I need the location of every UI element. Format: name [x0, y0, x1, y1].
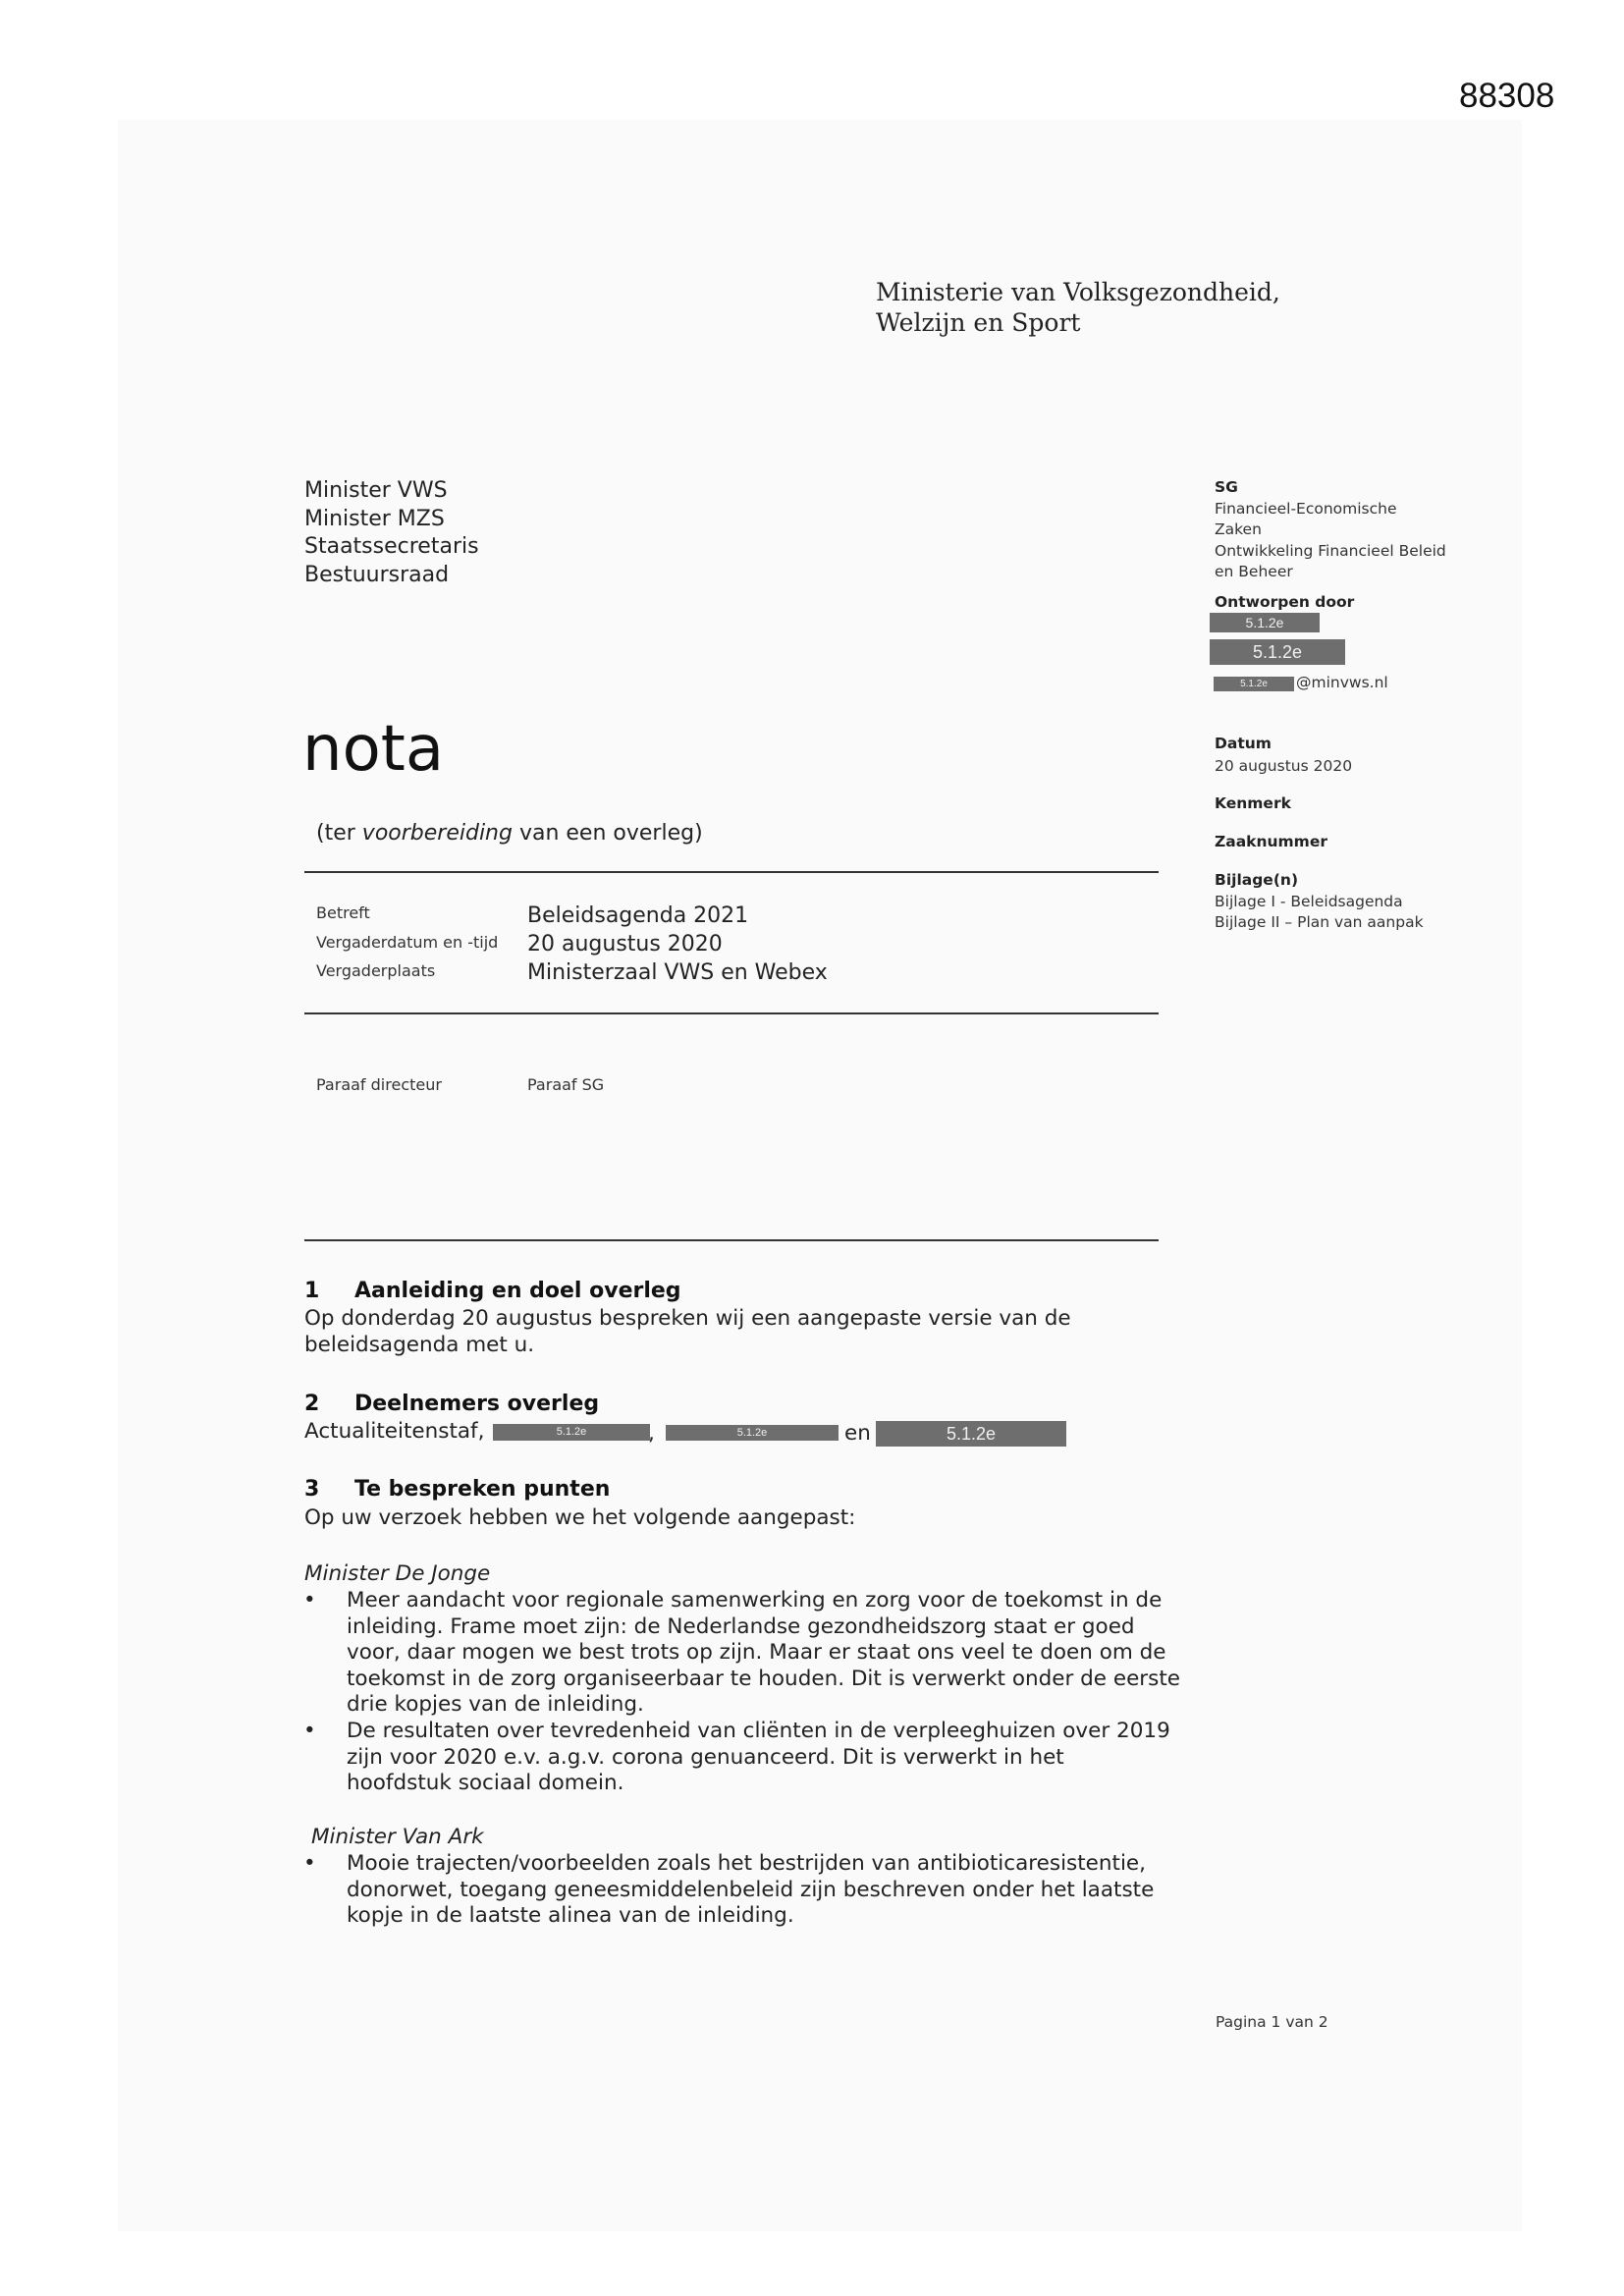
org-line: Zaken — [1215, 520, 1262, 538]
deelnemers-prefix: Actualiteitenstaf, — [304, 1419, 485, 1444]
section-3-intro: Op uw verzoek hebben we het volgende aangepast: — [304, 1505, 856, 1530]
subtitle-part: van een overleg) — [512, 821, 703, 846]
bijlage-block — [1215, 870, 1424, 934]
org-title: SG — [1215, 478, 1238, 496]
redacted-block: 5.1.2e — [876, 1421, 1066, 1447]
divider — [304, 1012, 1159, 1014]
bullet-line: donorwet, toegang geneesmiddelenbeleid zijn beschreven onder het laatste — [347, 1877, 1155, 1902]
bullet-marker: • — [303, 1719, 316, 1743]
org-line: Financieel-Economische — [1215, 499, 1397, 518]
bullet-line: zijn voor 2020 e.v. a.g.v. corona genuanceerd. Dit is verwerkt in het — [347, 1744, 1064, 1770]
deelnemers-en: en — [844, 1421, 871, 1446]
page-number: Pagina 1 van 2 — [1216, 2013, 1328, 2031]
bijlage-item: Bijlage I - Beleidsagenda — [1215, 892, 1403, 910]
document-subtitle — [316, 821, 703, 846]
divider — [304, 1239, 1159, 1241]
org-line: Ontwikkeling Financieel Beleid — [1215, 541, 1446, 560]
section-number: 2 — [304, 1392, 320, 1416]
bullet-line: Meer aandacht voor regionale samenwerking en zorg voor de toekomst in de — [347, 1588, 1163, 1613]
vergaderplaats-label: Vergaderplaats — [316, 961, 436, 980]
section-title: Aanleiding en doel overleg — [354, 1279, 681, 1303]
section-1-body — [304, 1305, 1071, 1358]
betreft-label: Betreft — [316, 903, 370, 922]
vergaderplaats-value: Ministerzaal VWS en Webex — [527, 960, 828, 985]
deelnemers-separator: , — [648, 1421, 655, 1446]
addressee-item: Bestuursraad — [304, 562, 450, 587]
bullet-line: kopje in de laatste alinea van de inleiding. — [347, 1903, 794, 1929]
kenmerk-label: Kenmerk — [1215, 794, 1291, 812]
betreft-value: Beleidsagenda 2021 — [527, 903, 749, 928]
bullet-line: inleiding. Frame moet zijn: de Nederlandse gezondheidszorg staat er goed — [347, 1613, 1135, 1639]
bullet-line: drie kopjes van de inleiding. — [347, 1692, 644, 1718]
bijlage-label: Bijlage(n) — [1215, 871, 1299, 889]
section-title: Te bespreken punten — [354, 1477, 611, 1502]
redacted-block: 5.1.2e — [1214, 677, 1294, 691]
paraaf-sg-label: Paraaf SG — [527, 1075, 605, 1094]
paraaf-directeur-label: Paraaf directeur — [316, 1075, 442, 1094]
bullet-line: De resultaten over tevredenheid van cliënten in de verpleeghuizen over 2019 — [347, 1719, 1170, 1743]
addressee-item: Staatssecretaris — [304, 534, 479, 559]
ministry-line-2: Welzijn en Sport — [876, 308, 1081, 337]
minister-de-jonge-heading: Minister De Jonge — [304, 1561, 491, 1586]
zaaknummer-label: Zaaknummer — [1215, 833, 1327, 850]
body-line: Op donderdag 20 augustus bespreken wij een aangepaste versie van de — [304, 1306, 1071, 1331]
datum-label: Datum — [1215, 735, 1272, 752]
org-line: en Beheer — [1215, 563, 1293, 580]
subtitle-part: (ter — [316, 821, 362, 846]
datum-value: 20 augustus 2020 — [1215, 757, 1353, 775]
bullet-line: toekomst in de zorg organiseerbaar te houden. Dit is verwerkt onder de eerste — [347, 1666, 1181, 1691]
addressee-item: Minister VWS — [304, 478, 448, 503]
ministry-logo-text — [876, 277, 1280, 338]
section-heading-3 — [304, 1477, 610, 1502]
redacted-block: 5.1.2e — [493, 1424, 650, 1441]
bullet-marker: • — [303, 1851, 316, 1876]
sidebar-organisation — [1215, 477, 1446, 583]
addressee-list — [304, 477, 479, 589]
section-number: 1 — [304, 1279, 320, 1303]
ontworpen-door-label: Ontworpen door — [1215, 593, 1355, 611]
bullet-item — [347, 1851, 1211, 1930]
document-number: 88308 — [1459, 77, 1555, 115]
redacted-block: 5.1.2e — [1210, 639, 1345, 665]
vergaderdatum-value: 20 augustus 2020 — [527, 932, 723, 957]
redacted-block: 5.1.2e — [1210, 613, 1320, 632]
divider — [304, 871, 1159, 873]
ministry-line-1: Ministerie van Volksgezondheid, — [876, 278, 1280, 306]
minister-van-ark-heading: Minister Van Ark — [311, 1825, 484, 1849]
vergaderdatum-label: Vergaderdatum en -tijd — [316, 933, 499, 952]
bullet-line: voor, daar mogen we best trots op zijn. Maar er staat ons veel te doen om de — [347, 1640, 1166, 1666]
body-line: beleidsagenda met u. — [304, 1333, 535, 1357]
section-number: 3 — [304, 1477, 320, 1502]
subtitle-emphasis: voorbereiding — [361, 821, 513, 846]
redacted-block: 5.1.2e — [666, 1425, 839, 1441]
email-suffix: @minvws.nl — [1296, 674, 1388, 691]
bullet-item — [347, 1719, 1211, 1797]
bullet-line: Mooie trajecten/voorbeelden zoals het bestrijden van antibioticaresistentie, — [347, 1851, 1146, 1876]
section-heading-1 — [304, 1279, 681, 1303]
document-title: nota — [302, 713, 445, 786]
section-heading-2 — [304, 1392, 599, 1416]
bullet-line: hoofdstuk sociaal domein. — [347, 1771, 624, 1796]
bijlage-item: Bijlage II – Plan van aanpak — [1215, 913, 1424, 931]
bullet-marker: • — [303, 1588, 316, 1613]
addressee-item: Minister MZS — [304, 506, 445, 531]
bullet-item — [347, 1588, 1211, 1719]
section-title: Deelnemers overleg — [354, 1392, 600, 1416]
